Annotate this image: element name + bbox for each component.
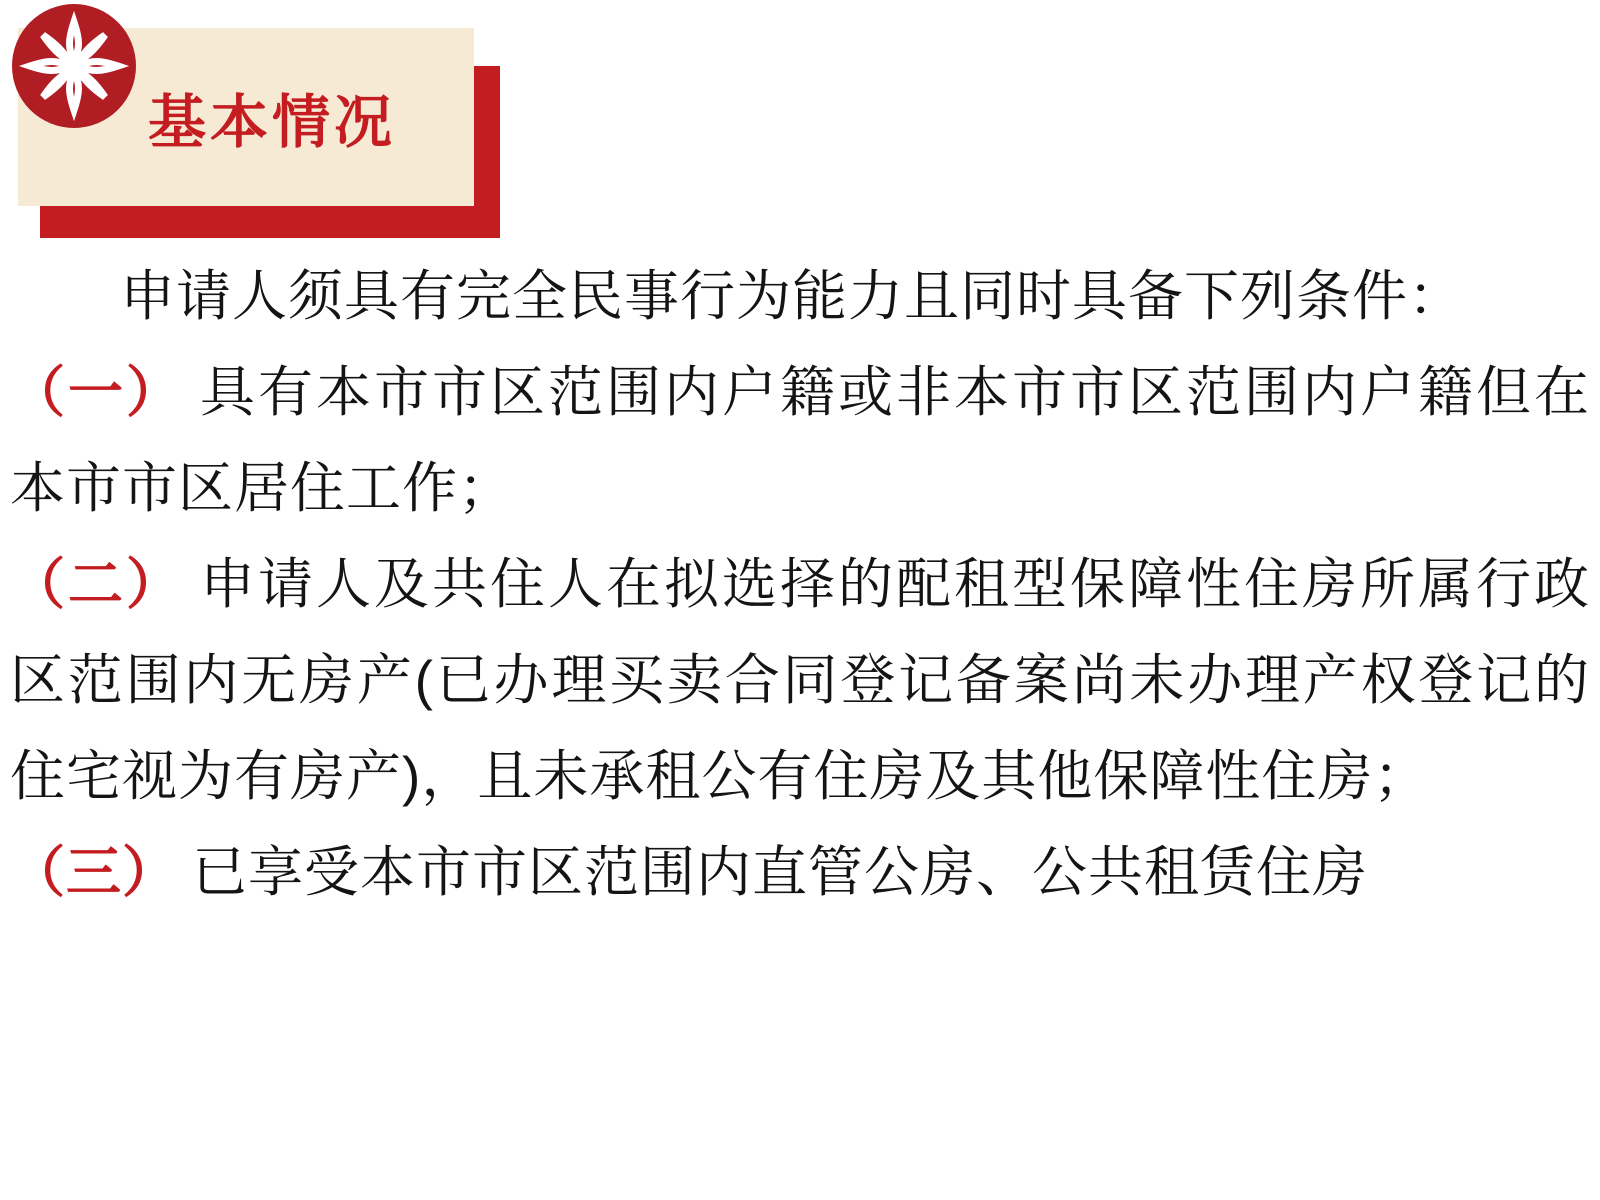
clause-item-2 [10,536,1590,824]
clause-marker-1: （一） [10,361,184,423]
page-title: 基本情况 [148,90,397,155]
clause-marker-2: （二） [10,553,184,615]
clause-marker-3: （三） [10,841,179,903]
clause-item-3 [10,824,1590,920]
document-body [0,248,1600,920]
clause-text-1: 具有本市市区范围内户籍或非本市市区范围内户籍但在本市市区居住工作； [10,361,1590,519]
clause-item-1 [10,344,1590,536]
section-header [0,0,1600,248]
clause-text-2: 申请人及共住人在拟选择的配租型保障性住房所属行政区范围内无房产(已办理买卖合同登记备案尚未办理产权登记的住宅视为有房产)，且未承租公有住房及其他保障性住房； [10,553,1590,807]
intro-paragraph: 申请人须具有完全民事行为能力且同时具备下列条件： [120,265,1465,327]
snowflake-seal-icon [8,0,140,132]
clause-text-3: 已享受本市市区范围内直管公房、公共租赁住房 [192,841,1369,903]
